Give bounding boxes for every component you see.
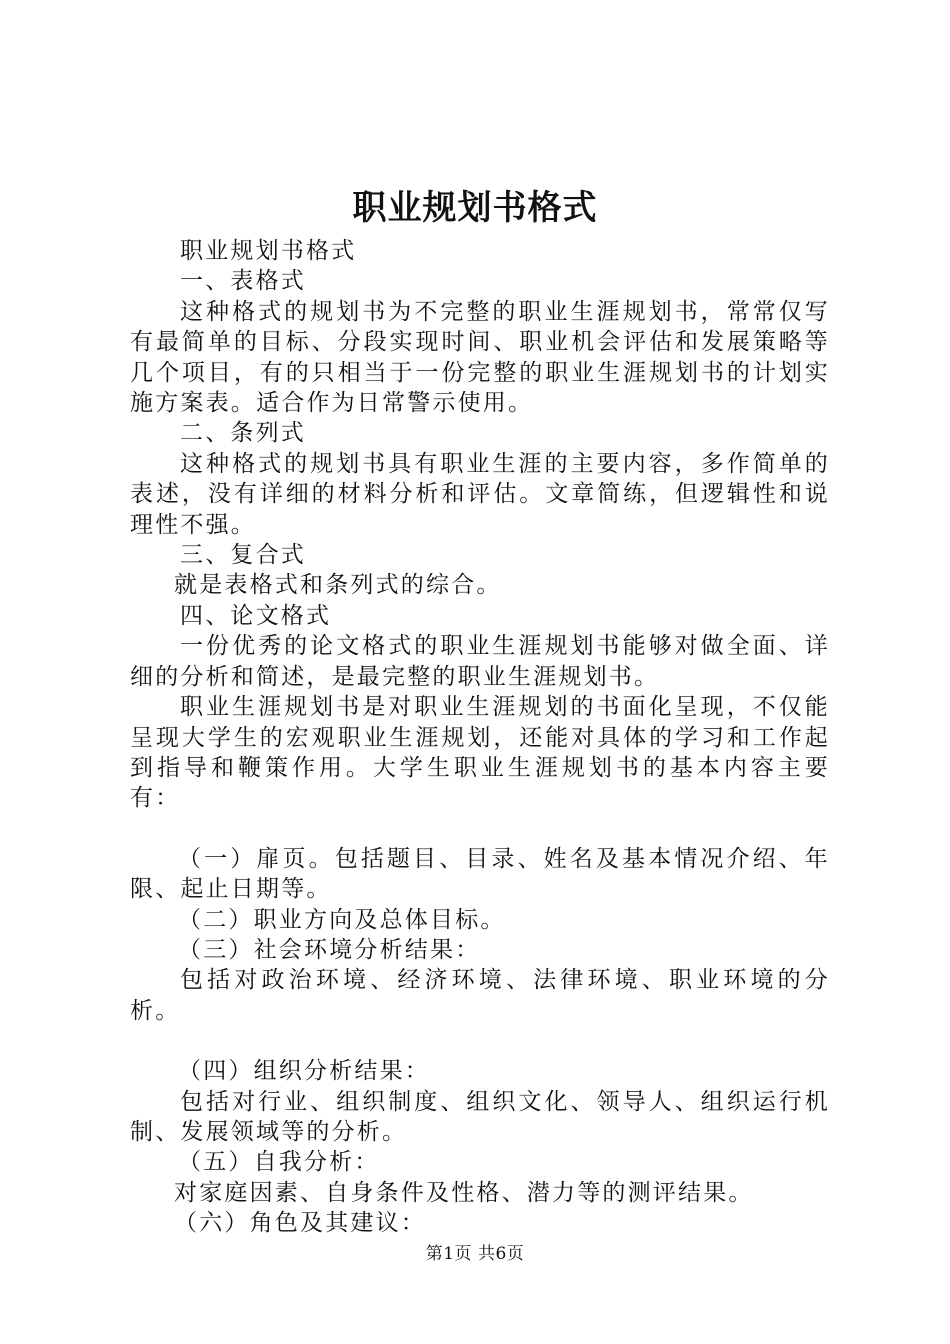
section-heading-essay-format: 四、论文格式 [180,602,332,629]
spacer [130,1026,830,1056]
paragraph-list-format: 这种格式的规划书具有职业生涯的主要内容，多作简单的表述，没有详细的材料分析和评估。文章简练，但逻辑性和说理性不强。 [130,450,830,538]
list-item-3: （三）社会环境分析结果： [178,936,481,963]
list-item-2: （二）职业方向及总体目标。 [178,906,506,933]
section-heading-composite-format: 三、复合式 [180,542,306,569]
list-item-3-detail: 包括对政治环境、经济环境、法律环境、职业环境的分析。 [130,967,830,1024]
list-item-4: （四）组织分析结果： [178,1058,430,1085]
list-item-5: （五）自我分析： [178,1149,380,1176]
list-item-4-detail: 包括对行业、组织制度、组织文化、领导人、组织运行机制、发展领域等的分析。 [130,1088,830,1145]
section-heading-list-format: 二、条列式 [180,420,306,447]
paragraph-composite-format: 就是表格式和条列式的综合。 [174,572,502,599]
document-title: 职业规划书格式 [352,188,598,228]
section-heading-table-format: 一、表格式 [180,268,306,295]
list-item-5-detail: 对家庭因素、自身条件及性格、潜力等的测评结果。 [174,1179,754,1206]
paragraph-heading: 职业规划书格式 [180,238,357,264]
spacer [130,814,830,844]
paragraph-contents-intro: 职业生涯规划书是对职业生涯规划的书面化呈现，不仅能呈现大学生的宏观职业生涯规划，还能对具体的学习和工作起到指导和鞭策作用。大学生职业生涯规划书的基本内容主要有： [130,694,830,812]
document-body [130,236,830,1239]
page-footer: 第1页 共6页 [425,1244,525,1264]
list-item-6: （六）角色及其建议： [174,1210,426,1237]
paragraph-table-format: 这种格式的规划书为不完整的职业生涯规划书，常常仅写有最简单的目标、分段实现时间、职业机会评估和发展策略等几个项目，有的只相当于一份完整的职业生涯规划书的计划实施方案表。适合作为日常警示使用。 [130,298,830,417]
list-item-1: （一）扉页。包括题目、目录、姓名及基本情况介绍、年限、起止日期等。 [130,845,830,903]
paragraph-essay-format: 一份优秀的论文格式的职业生涯规划书能够对做全面、详细的分析和简述，是最完整的职业生涯规划书。 [130,633,830,690]
